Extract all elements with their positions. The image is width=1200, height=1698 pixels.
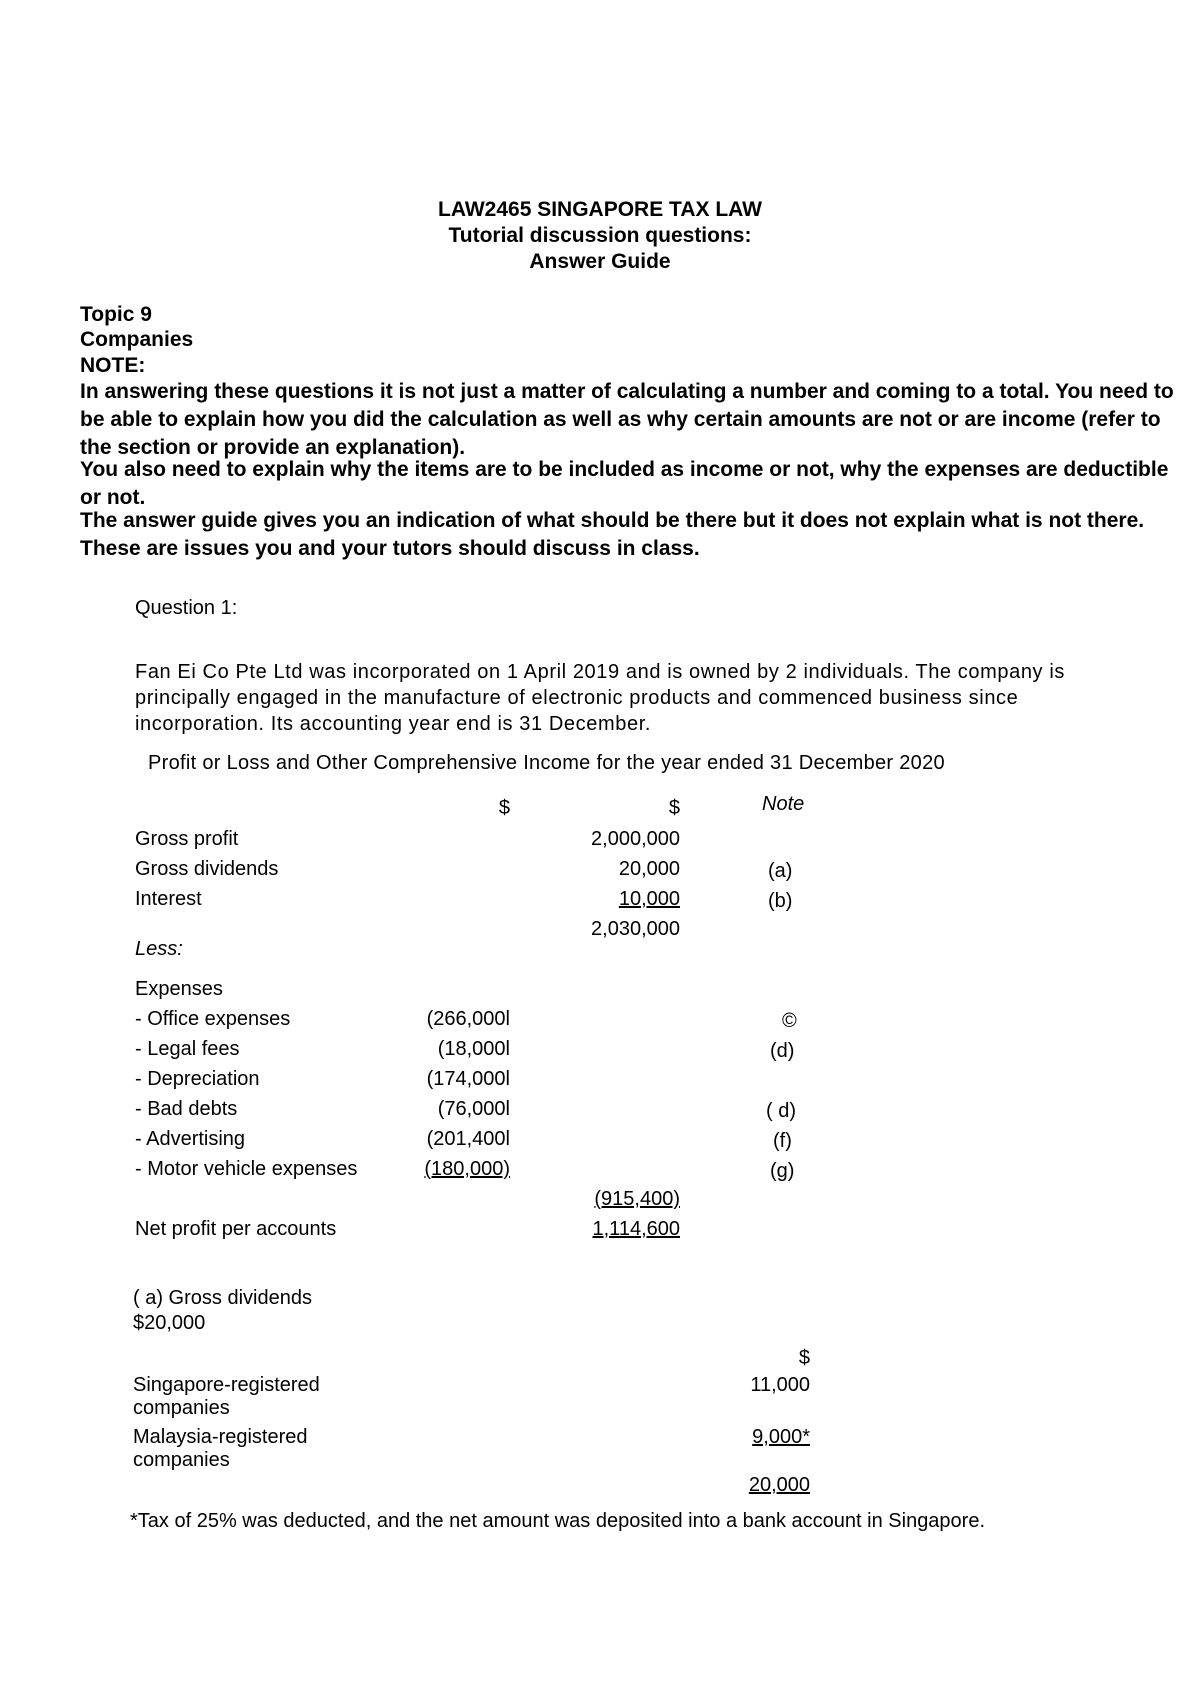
- expense-label-advertising: - Advertising: [135, 1128, 246, 1150]
- col1-currency-header: $: [498, 797, 510, 819]
- expense-label-depreciation: - Depreciation: [135, 1068, 260, 1090]
- income-amount-gross-dividends: 20,000: [618, 858, 680, 880]
- net-profit-amount: 1,114,600: [592, 1218, 680, 1240]
- expense-note-legal: (d): [770, 1040, 795, 1062]
- expense-label-legal: - Legal fees: [135, 1038, 240, 1060]
- note-label: NOTE:: [80, 354, 146, 377]
- sg-companies-amount: 11,000: [750, 1374, 810, 1396]
- expense-note-advertising: (f): [773, 1130, 792, 1152]
- income-note-interest: (b): [768, 890, 793, 912]
- note-paragraph-2: You also need to explain why the items are to be included as income or not, why the expenses are deductible or not.: [80, 458, 1169, 509]
- income-label-interest: Interest: [135, 888, 202, 910]
- expense-label-motor-vehicle: - Motor vehicle expenses: [135, 1158, 358, 1180]
- answer-guide-title: Answer Guide: [529, 250, 671, 273]
- sg-companies-label-line2: companies: [133, 1397, 230, 1419]
- expense-amount-motor-vehicle: (180,000): [424, 1158, 510, 1180]
- dividends-total: 20,000: [748, 1474, 810, 1496]
- topic-name: Companies: [80, 328, 194, 351]
- income-amount-gross-profit: 2,000,000: [591, 828, 680, 850]
- footnote: *Tax of 25% was deducted, and the net amount was deposited into a bank account in Singapore.: [130, 1510, 986, 1532]
- statement-title: Profit or Loss and Other Comprehensive Income for the year ended 31 December 2020: [148, 752, 945, 774]
- income-note-gross-dividends: (a): [768, 860, 793, 882]
- less-label: Less:: [135, 938, 183, 960]
- expense-note-office: ©: [782, 1010, 797, 1032]
- course-title: LAW2465 SINGAPORE TAX LAW: [438, 198, 762, 221]
- note-paragraph-1: In answering these questions it is not just a matter of calculating a number and coming to a total. You need to be able to explain how you did the calculation as well as why certain amounts are not or are income (refer to the section or provide an explanation).: [80, 380, 1174, 459]
- expenses-label: Expenses: [135, 978, 223, 1000]
- expense-amount-office: (266,000l: [426, 1008, 510, 1030]
- my-companies-amount: 9,000*: [752, 1426, 810, 1448]
- question-label: Question 1:: [135, 597, 238, 619]
- note-paragraph-3: The answer guide gives you an indication of what should be there but it does not explain what is not there. These are issues you and your tutors should discuss in class.: [80, 509, 1145, 560]
- net-profit-label: Net profit per accounts: [135, 1218, 337, 1240]
- tutorial-subtitle: Tutorial discussion questions:: [448, 224, 752, 247]
- income-label-gross-dividends: Gross dividends: [135, 858, 279, 880]
- expense-amount-advertising: (201,400l: [426, 1128, 510, 1150]
- expense-label-bad-debts: - Bad debts: [135, 1098, 238, 1120]
- expense-note-bad-debts: ( d): [766, 1100, 796, 1122]
- my-companies-label-line1: Malaysia-registered: [133, 1426, 308, 1448]
- expense-amount-depreciation: (174,000l: [426, 1068, 510, 1090]
- income-total: 2,030,000: [591, 918, 680, 940]
- expense-amount-legal: (18,000l: [437, 1038, 510, 1060]
- col2-currency-header: $: [668, 797, 680, 819]
- note-a-currency-header: $: [798, 1347, 810, 1369]
- income-label-gross-profit: Gross profit: [135, 828, 239, 850]
- topic-number: Topic 9: [80, 303, 152, 326]
- income-amount-interest: 10,000: [618, 888, 680, 910]
- note-column-header: Note: [762, 793, 805, 815]
- expense-amount-bad-debts: (76,000l: [437, 1098, 510, 1120]
- my-companies-label-line2: companies: [133, 1449, 230, 1471]
- note-a-title: ( a) Gross dividends: [133, 1287, 312, 1309]
- note-a-amount: $20,000: [133, 1312, 206, 1334]
- question-body: Fan Ei Co Pte Ltd was incorporated on 1 April 2019 and is owned by 2 individuals. The company is principally engaged in the manufacture of electronic products and commenced business since incorporation. Its accounting year end is 31 December.: [135, 661, 1065, 735]
- expense-note-motor-vehicle: (g): [770, 1160, 795, 1182]
- sg-companies-label-line1: Singapore-registered: [133, 1374, 320, 1396]
- expense-label-office: - Office expenses: [135, 1008, 291, 1030]
- expenses-total: (915,400): [594, 1188, 680, 1210]
